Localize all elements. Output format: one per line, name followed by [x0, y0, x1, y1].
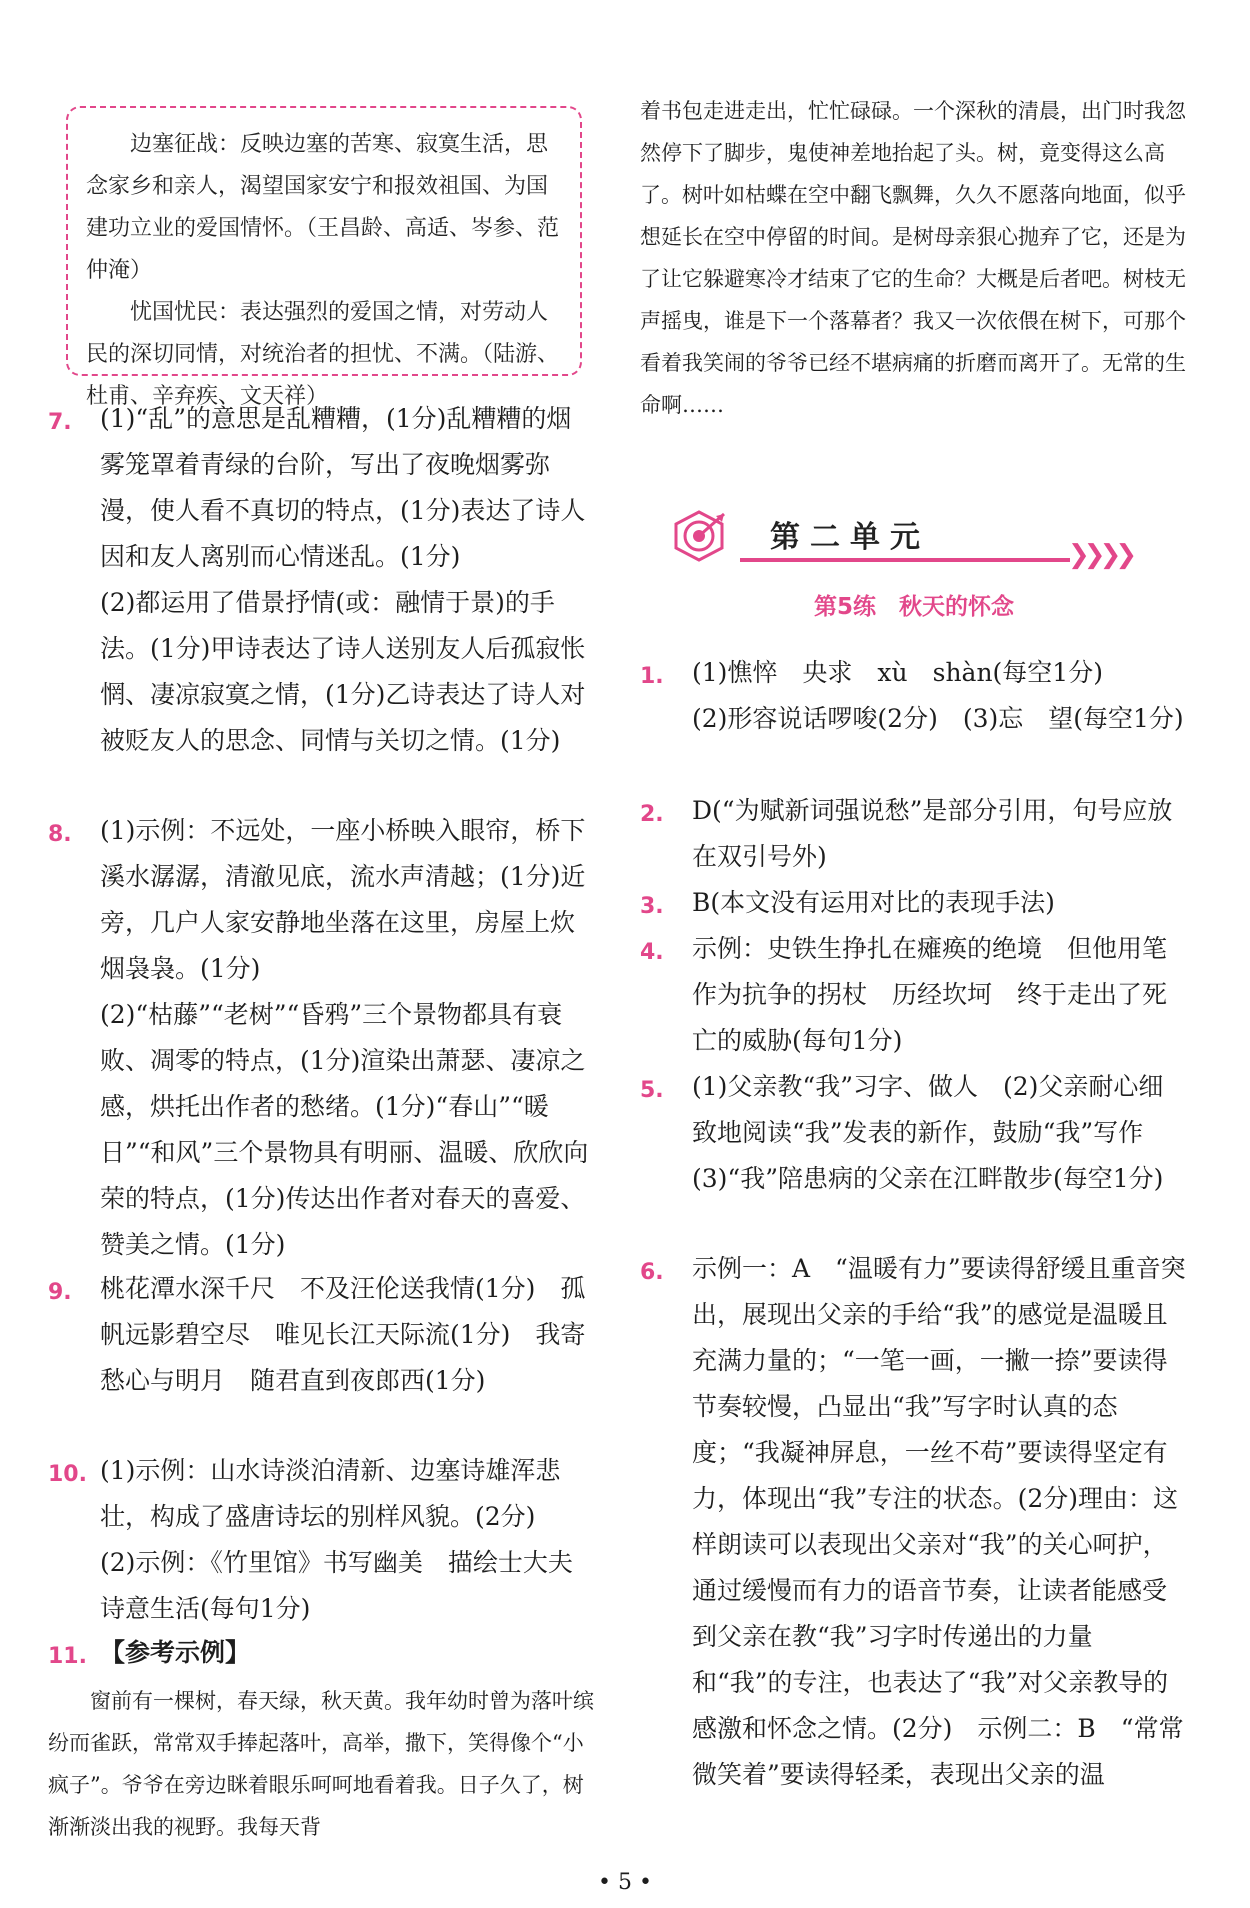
note-paragraph: 忧国忧民：表达强烈的爱国之情，对劳动人民的深切同情，对统治者的担忧、不满。（陆游、杜甫、辛弃疾、文天祥） [86, 300, 560, 409]
answer-text: (1)父亲教“我”习字、做人 (2)父亲耐心细致地阅读“我”发表的新作，鼓励“我”写作 (3)“我”陪患病的父亲在江畔散步(每空1分) [692, 1072, 1169, 1193]
answer-item [640, 1246, 1188, 1798]
answer-item [640, 788, 1188, 880]
essay-text: 窗前有一棵树，春天绿，秋天黄。我年幼时曾为落叶缤纷而雀跃，常常双手捧起落叶，高举，撒下，笑得像个“小疯子”。爷爷在旁边眯着眼乐呵呵地看着我。日子久了，树渐渐淡出我的视野。我每天背 [48, 1689, 594, 1839]
answer-item [640, 880, 1188, 926]
answer-item [48, 396, 596, 764]
item-number: 5. [640, 1078, 664, 1103]
answer-item [48, 1448, 596, 1632]
answer-text: (2)都运用了借景抒情(或：融情于景)的手法。(1分)甲诗表达了诗人送别友人后孤寂怅惘、凄凉寂寞之情，(1分)乙诗表达了诗人对被贬友人的思念、同情与关切之情。(1分) [100, 588, 586, 755]
note-paragraph: 边塞征战：反映边塞的苦寒、寂寞生活，思念家乡和亲人，渴望国家安宁和报效祖国、为国建功立业的爱国情怀。（王昌龄、高适、岑参、范仲淹） [86, 132, 560, 283]
essay-continuation [640, 90, 1188, 426]
answer-item [48, 1630, 596, 1848]
answer-item [48, 1266, 596, 1404]
answer-text: 示例一：A “温暖有力”要读得舒缓且重音突出，展现出父亲的手给“我”的感觉是温暖且充满力量的；“一笔一画，一撇一捺”要读得节奏较慢，凸显出“我”写字时认真的态度；“我凝神屏息，一丝不苟”要读得坚定有力，体现出“我”专注的状态。(2分)理由：这样朗读可以表现出父亲对“我”的关心呵护，通过缓慢而有力的语音节奏，让读者能感受到父亲在教“我”习字时传递出的力量和“我”的专注，也表达了“我”对父亲教导的感激和怀念之情。(2分) 示例二：B “常常微笑着”要读得轻柔，表现出父亲的温 [692, 1254, 1186, 1789]
answer-text: 示例：史铁生挣扎在瘫痪的绝境 但他用笔作为抗争的拐杖 历经坎坷 终于走出了死亡的威胁(每句1分) [692, 934, 1168, 1055]
answer-item [48, 808, 596, 1268]
item-number: 11. [48, 1644, 87, 1669]
answer-text: (1)“乱”的意思是乱糟糟，(1分)乱糟糟的烟雾笼罩着青绿的台阶，写出了夜晚烟雾弥漫，使人看不真切的特点，(1分)表达了诗人因和友人离别而心情迷乱。(1分) [100, 404, 586, 571]
answer-text: 桃花潭水深千尺 不及汪伦送我情(1分) 孤帆远影碧空尽 唯见长江天际流(1分) 我寄愁心与明月 随君直到夜郎西(1分) [100, 1274, 586, 1395]
item-number: 8. [48, 822, 72, 847]
chevrons-icon: ❯❯❯❯ [1068, 540, 1132, 570]
answer-text: (2)形容说话啰唆(2分) (3)忘 望(每空1分) [692, 704, 1184, 733]
item-number: 2. [640, 802, 664, 827]
answer-item [640, 926, 1188, 1064]
item-number: 10. [48, 1462, 87, 1487]
answer-text: (1)示例：不远处，一座小桥映入眼帘，桥下溪水潺潺，清澈见底，流水声清越；(1分)近旁，几户人家安静地坐落在这里，房屋上炊烟袅袅。(1分) [100, 816, 586, 983]
answer-text: B(本文没有运用对比的表现手法) [692, 888, 1055, 917]
unit-underline [740, 558, 1070, 562]
target-arrow-icon [670, 508, 728, 564]
item-number: 6. [640, 1260, 664, 1285]
item-number: 7. [48, 410, 72, 435]
unit-header [670, 508, 1180, 570]
item-number: 4. [640, 940, 664, 965]
item-number: 3. [640, 894, 664, 919]
answer-text: (2)示例：《竹里馆》书写幽美 描绘士大夫诗意生活(每句1分) [100, 1548, 573, 1623]
item-number: 1. [640, 664, 664, 689]
lesson-title: 第5练 秋天的怀念 [813, 594, 1014, 620]
answer-text: (2)“枯藤”“老树”“昏鸦”三个景物都具有衰败、凋零的特点，(1分)渲染出萧瑟、凄凉之感，烘托出作者的愁绪。(1分)“春山”“暖日”“和风”三个景物具有明丽、温暖、欣欣向荣的特点，(1分)传达出作者对春天的喜爱、赞美之情。(1分) [100, 1000, 589, 1259]
item-number: 9. [48, 1280, 72, 1305]
reference-label: 【参考示例】 [100, 1638, 251, 1667]
unit-title: 第二单元 [770, 520, 930, 555]
answer-text: D(“为赋新词强说愁”是部分引用，句号应放在双引号外) [692, 796, 1173, 871]
page-number: • 5 • [598, 1870, 652, 1895]
answer-text: (1)示例：山水诗淡泊清新、边塞诗雄浑悲壮，构成了盛唐诗坛的别样风貌。(2分) [100, 1456, 561, 1531]
answer-item [640, 1064, 1188, 1202]
answer-item [640, 650, 1188, 742]
essay-text: 着书包走进走出，忙忙碌碌。一个深秋的清晨，出门时我忽然停下了脚步，鬼使神差地抬起了头。树，竟变得这么高了。树叶如枯蝶在空中翻飞飘舞，久久不愿落向地面，似乎想延长在空中停留的时间。是树母亲狠心抛弃了它，还是为了让它躲避寒冷才结束了它的生命？大概是后者吧。树枝无声摇曳，谁是下一个落幕者？我又一次依偎在树下，可那个看着我笑闹的爷爷已经不堪病痛的折磨而离开了。无常的生命啊…… [640, 99, 1186, 417]
answer-text: (1)憔悴 央求 xù shàn(每空1分) [692, 658, 1103, 687]
note-box [66, 106, 582, 409]
